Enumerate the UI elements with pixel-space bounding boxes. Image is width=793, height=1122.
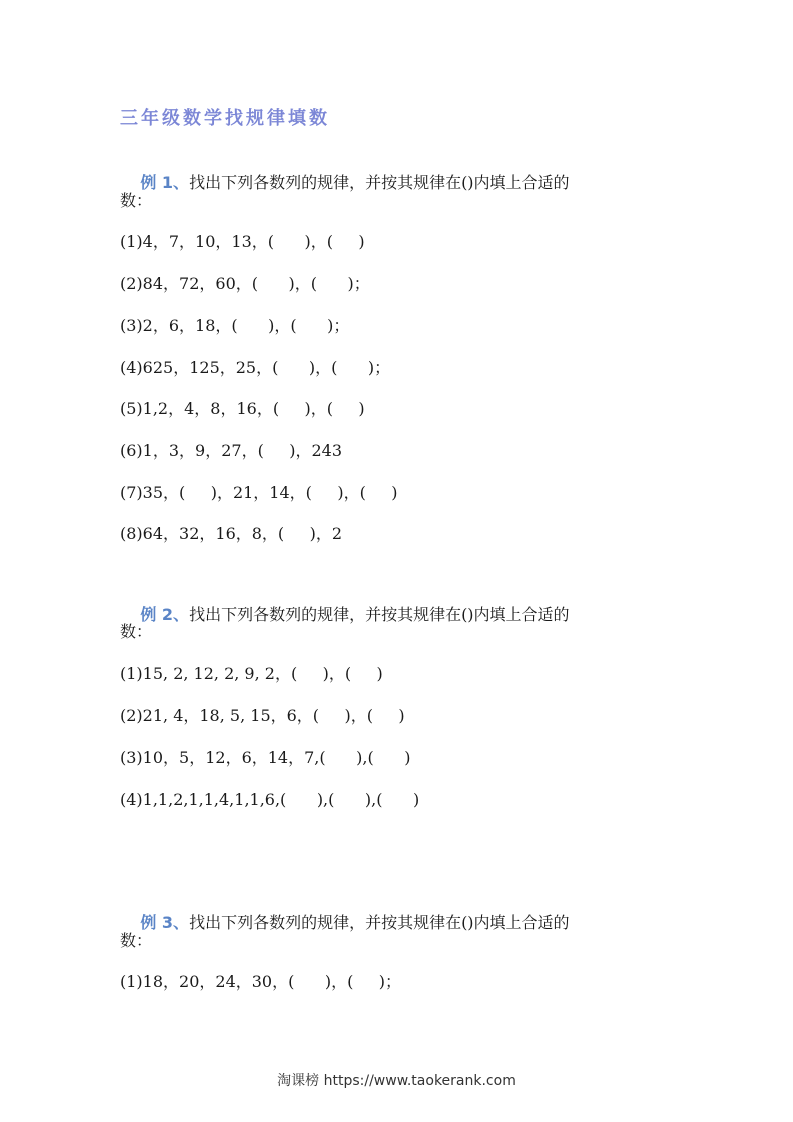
list-item: (4)1,1,2,1,1,4,1,1,6,( ),( ),( ) (120, 790, 420, 809)
list-item: (1)4，7，10，13，( )，( ) (120, 232, 365, 251)
list-item: (4)625，125，25，( )，( )； (120, 358, 391, 377)
example-2-heading (120, 579, 570, 651)
list-item: (1)18，20，24，30，( )，( )； (120, 972, 402, 991)
example-label: 例 2、 (140, 605, 190, 624)
list-item: (3)2，6，18，( )，( )； (120, 316, 350, 335)
list-item: (5)1,2，4，8，16，( )，( ) (120, 399, 365, 418)
list-item: (1)15, 2, 12, 2, 9, 2，( )，( ) (120, 664, 383, 683)
example-1-heading (120, 147, 570, 219)
list-item: (2)84，72，60，( )，( )； (120, 274, 370, 293)
example-instruction-cont: 数： (120, 191, 153, 210)
example-instruction: 找出下列各数列的规律，并按其规律在()内填上合适的 (189, 605, 570, 624)
example-label: 例 1、 (140, 173, 190, 192)
example-instruction-cont: 数： (120, 931, 153, 950)
example-label: 例 3、 (140, 913, 190, 932)
list-item: (6)1，3，9，27，( )，243 (120, 441, 343, 460)
example-instruction: 找出下列各数列的规律，并按其规律在()内填上合适的 (189, 173, 570, 192)
list-item: (8)64，32，16，8，( )，2 (120, 524, 343, 543)
footer-watermark: 淘课榜 https://www.taokerank.com (277, 1073, 516, 1089)
list-item: (3)10，5，12，6，14，7,( ),( ) (120, 748, 411, 767)
list-item: (2)21, 4，18, 5, 15，6，( )，( ) (120, 706, 405, 725)
example-instruction-cont: 数： (120, 622, 153, 641)
list-item: (7)35，( )，21，14，( )，( ) (120, 483, 398, 502)
example-3-heading (120, 887, 570, 959)
page-title: 三年级数学找规律填数 (120, 108, 330, 129)
example-instruction: 找出下列各数列的规律，并按其规律在()内填上合适的 (189, 913, 570, 932)
